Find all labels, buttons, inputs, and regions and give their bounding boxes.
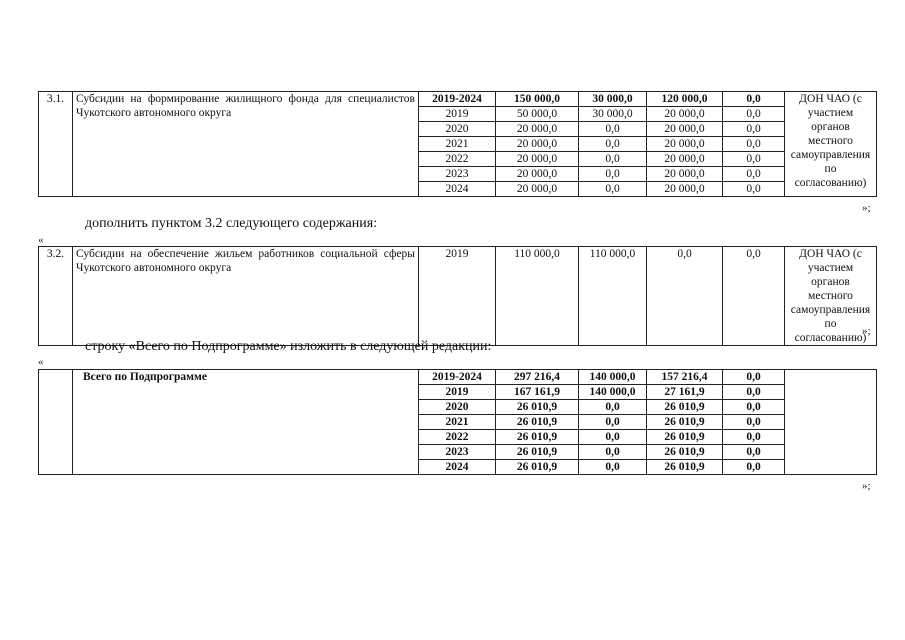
total-cell: 26 010,9 bbox=[496, 445, 579, 460]
year-cell: 2023 bbox=[419, 167, 496, 182]
amount-cell: 0,0 bbox=[579, 400, 647, 415]
item-description: Субсидии на формирование жилищного фонда для специалистов Чукотского автономного округа bbox=[73, 92, 419, 197]
amount-cell: 20 000,0 bbox=[647, 182, 723, 197]
amount-cell: 0,0 bbox=[579, 167, 647, 182]
amount-cell: 26 010,9 bbox=[647, 445, 723, 460]
amount-cell: 0,0 bbox=[723, 152, 785, 167]
item-number: 3.1. bbox=[39, 92, 73, 197]
year-cell: 2020 bbox=[419, 400, 496, 415]
amendment-paragraph: строку «Всего по Подпрограмме» изложить в следующей редакции: bbox=[85, 339, 492, 354]
amount-cell: 0,0 bbox=[723, 370, 785, 385]
amendment-paragraph: дополнить пунктом 3.2 следующего содержания: bbox=[85, 216, 378, 231]
closing-quote: »; bbox=[862, 202, 871, 214]
year-cell: 2022 bbox=[419, 430, 496, 445]
opening-quote: « bbox=[38, 234, 44, 246]
amount-cell: 0,0 bbox=[579, 122, 647, 137]
closing-quote: »; bbox=[862, 480, 871, 492]
amount-cell: 110 000,0 bbox=[579, 247, 647, 346]
table-row bbox=[39, 92, 877, 107]
total-cell: 20 000,0 bbox=[496, 122, 579, 137]
table-row bbox=[39, 247, 877, 346]
amount-cell: 20 000,0 bbox=[647, 107, 723, 122]
year-cell: 2019 bbox=[419, 247, 496, 346]
amount-cell: 0,0 bbox=[579, 460, 647, 475]
executor-cell: ДОН ЧАО (с участием органов местного самоуправления по согласованию) bbox=[785, 247, 877, 346]
amount-cell: 20 000,0 bbox=[647, 137, 723, 152]
amount-cell: 30 000,0 bbox=[579, 107, 647, 122]
opening-quote: « bbox=[38, 356, 44, 368]
total-cell: 26 010,9 bbox=[496, 460, 579, 475]
table-item-3-2 bbox=[38, 246, 877, 346]
amount-cell: 0,0 bbox=[723, 182, 785, 197]
amount-cell: 140 000,0 bbox=[579, 370, 647, 385]
amount-cell: 20 000,0 bbox=[647, 167, 723, 182]
amount-cell: 0,0 bbox=[723, 460, 785, 475]
year-cell: 2019-2024 bbox=[419, 92, 496, 107]
amount-cell: 0,0 bbox=[723, 122, 785, 137]
amount-cell: 30 000,0 bbox=[579, 92, 647, 107]
amount-cell: 0,0 bbox=[723, 415, 785, 430]
amount-cell: 0,0 bbox=[579, 137, 647, 152]
amount-cell: 120 000,0 bbox=[647, 92, 723, 107]
amount-cell: 0,0 bbox=[579, 415, 647, 430]
year-cell: 2019 bbox=[419, 107, 496, 122]
executor-cell: ДОН ЧАО (с участием органов местного самоуправления по согласованию) bbox=[785, 92, 877, 197]
closing-quote: »; bbox=[862, 325, 871, 337]
amount-cell: 0,0 bbox=[723, 247, 785, 346]
total-cell: 297 216,4 bbox=[496, 370, 579, 385]
amount-cell: 0,0 bbox=[723, 167, 785, 182]
amount-cell: 26 010,9 bbox=[647, 415, 723, 430]
subprogram-total-label: Всего по Подпрограмме bbox=[73, 370, 419, 475]
amount-cell: 26 010,9 bbox=[647, 460, 723, 475]
total-cell: 167 161,9 bbox=[496, 385, 579, 400]
empty-executor-cell bbox=[785, 370, 877, 475]
year-cell: 2019 bbox=[419, 385, 496, 400]
amount-cell: 0,0 bbox=[579, 430, 647, 445]
year-cell: 2020 bbox=[419, 122, 496, 137]
year-cell: 2019-2024 bbox=[419, 370, 496, 385]
total-cell: 50 000,0 bbox=[496, 107, 579, 122]
year-cell: 2023 bbox=[419, 445, 496, 460]
amount-cell: 0,0 bbox=[579, 152, 647, 167]
empty-number-cell bbox=[39, 370, 73, 475]
year-cell: 2021 bbox=[419, 415, 496, 430]
amount-cell: 157 216,4 bbox=[647, 370, 723, 385]
amount-cell: 0,0 bbox=[723, 137, 785, 152]
amount-cell: 0,0 bbox=[723, 430, 785, 445]
amount-cell: 26 010,9 bbox=[647, 430, 723, 445]
total-cell: 20 000,0 bbox=[496, 137, 579, 152]
amount-cell: 0,0 bbox=[723, 107, 785, 122]
item-description: Субсидии на обеспечение жильем работников социальной сферы Чукотского автономного округа bbox=[73, 247, 419, 346]
total-cell: 26 010,9 bbox=[496, 400, 579, 415]
amount-cell: 140 000,0 bbox=[579, 385, 647, 400]
year-cell: 2024 bbox=[419, 460, 496, 475]
amount-cell: 0,0 bbox=[723, 445, 785, 460]
total-cell: 20 000,0 bbox=[496, 167, 579, 182]
amount-cell: 27 161,9 bbox=[647, 385, 723, 400]
amount-cell: 0,0 bbox=[723, 385, 785, 400]
total-cell: 110 000,0 bbox=[496, 247, 579, 346]
amount-cell: 0,0 bbox=[579, 182, 647, 197]
amount-cell: 26 010,9 bbox=[647, 400, 723, 415]
amount-cell: 20 000,0 bbox=[647, 152, 723, 167]
year-cell: 2022 bbox=[419, 152, 496, 167]
amount-cell: 20 000,0 bbox=[647, 122, 723, 137]
amount-cell: 0,0 bbox=[647, 247, 723, 346]
total-cell: 150 000,0 bbox=[496, 92, 579, 107]
item-number: 3.2. bbox=[39, 247, 73, 346]
amount-cell: 0,0 bbox=[723, 92, 785, 107]
year-cell: 2021 bbox=[419, 137, 496, 152]
table-row bbox=[39, 370, 877, 385]
table-item-3-1 bbox=[38, 91, 877, 197]
total-cell: 26 010,9 bbox=[496, 415, 579, 430]
amount-cell: 0,0 bbox=[723, 400, 785, 415]
total-cell: 20 000,0 bbox=[496, 182, 579, 197]
year-cell: 2024 bbox=[419, 182, 496, 197]
table-subprogram-total bbox=[38, 369, 877, 475]
total-cell: 26 010,9 bbox=[496, 430, 579, 445]
total-cell: 20 000,0 bbox=[496, 152, 579, 167]
amount-cell: 0,0 bbox=[579, 445, 647, 460]
